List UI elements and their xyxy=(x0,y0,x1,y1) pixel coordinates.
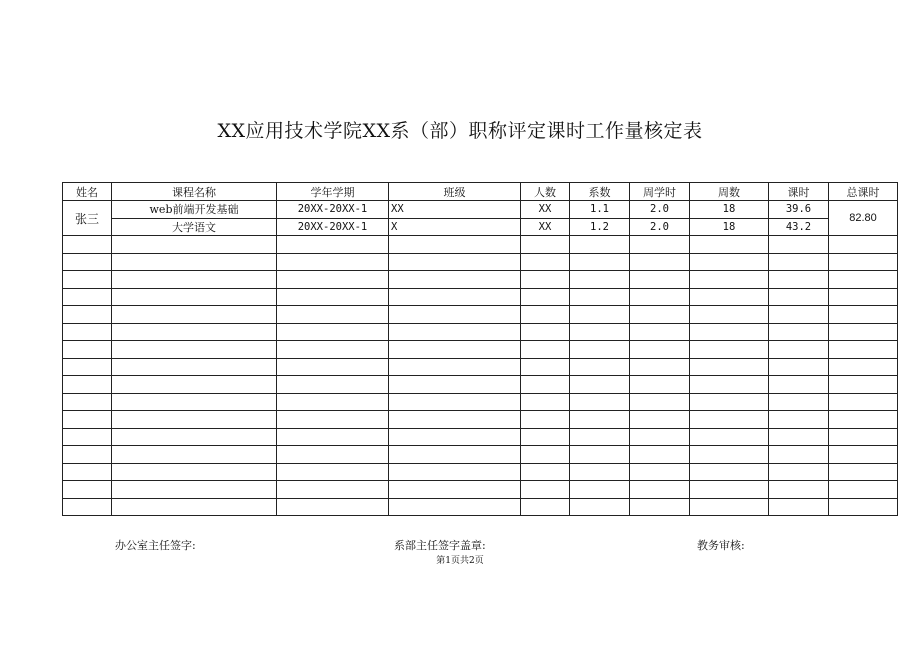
empty-cell xyxy=(570,271,630,289)
empty-row xyxy=(63,271,898,289)
empty-row xyxy=(63,288,898,306)
empty-row xyxy=(63,463,898,481)
dept-director-signature: 系部主任签字盖章: xyxy=(394,539,486,552)
empty-cell xyxy=(769,323,829,341)
empty-cell xyxy=(769,341,829,359)
empty-cell xyxy=(690,393,769,411)
total-hours-cell: 82.80 xyxy=(829,201,898,236)
empty-row xyxy=(63,306,898,324)
header-weeks: 周数 xyxy=(690,183,769,201)
empty-cell xyxy=(389,393,521,411)
empty-cell xyxy=(829,253,898,271)
empty-cell xyxy=(829,446,898,464)
header-coef: 系数 xyxy=(570,183,630,201)
empty-cell xyxy=(521,446,570,464)
empty-cell xyxy=(277,358,389,376)
table-row xyxy=(63,201,898,219)
empty-cell xyxy=(829,428,898,446)
empty-cell xyxy=(63,288,112,306)
empty-cell xyxy=(63,428,112,446)
empty-cell xyxy=(277,306,389,324)
empty-row xyxy=(63,376,898,394)
empty-cell xyxy=(570,323,630,341)
empty-cell xyxy=(63,376,112,394)
document-title: XX应用技术学院XX系（部）职称评定课时工作量核定表 xyxy=(217,120,703,142)
empty-row xyxy=(63,393,898,411)
header-total-hours: 总课时 xyxy=(829,183,898,201)
empty-cell xyxy=(277,498,389,516)
empty-cell xyxy=(630,236,690,254)
empty-cell xyxy=(112,411,277,429)
empty-cell xyxy=(690,481,769,499)
empty-cell xyxy=(389,236,521,254)
empty-cell xyxy=(112,358,277,376)
empty-cell xyxy=(521,498,570,516)
workload-table xyxy=(62,182,898,516)
empty-cell xyxy=(690,446,769,464)
empty-cell xyxy=(63,411,112,429)
empty-cell xyxy=(521,323,570,341)
empty-cell xyxy=(112,341,277,359)
empty-cell xyxy=(630,376,690,394)
empty-cell xyxy=(769,306,829,324)
empty-cell xyxy=(570,376,630,394)
empty-cell xyxy=(521,341,570,359)
hours-cell: 39.6 xyxy=(769,201,829,219)
empty-cell xyxy=(630,463,690,481)
empty-rows xyxy=(63,236,898,516)
empty-cell xyxy=(829,236,898,254)
weekly-hours-cell: 2.0 xyxy=(630,218,690,236)
empty-cell xyxy=(389,288,521,306)
empty-cell xyxy=(630,446,690,464)
empty-cell xyxy=(570,411,630,429)
empty-cell xyxy=(690,463,769,481)
hours-cell: 43.2 xyxy=(769,218,829,236)
empty-cell xyxy=(389,481,521,499)
empty-cell xyxy=(389,271,521,289)
empty-cell xyxy=(690,358,769,376)
empty-cell xyxy=(829,341,898,359)
empty-cell xyxy=(690,236,769,254)
header-name: 姓名 xyxy=(63,183,112,201)
empty-cell xyxy=(829,463,898,481)
empty-cell xyxy=(570,341,630,359)
empty-cell xyxy=(829,323,898,341)
empty-cell xyxy=(277,271,389,289)
empty-cell xyxy=(829,376,898,394)
empty-cell xyxy=(63,271,112,289)
students-cell: XX xyxy=(521,201,570,219)
class-cell: XX xyxy=(389,201,521,219)
empty-cell xyxy=(769,428,829,446)
empty-row xyxy=(63,358,898,376)
empty-cell xyxy=(389,411,521,429)
empty-cell xyxy=(630,411,690,429)
empty-row xyxy=(63,411,898,429)
header-hours: 课时 xyxy=(769,183,829,201)
empty-row xyxy=(63,341,898,359)
empty-cell xyxy=(112,323,277,341)
empty-row xyxy=(63,236,898,254)
empty-cell xyxy=(521,358,570,376)
empty-cell xyxy=(389,498,521,516)
coef-cell: 1.1 xyxy=(570,201,630,219)
empty-cell xyxy=(63,393,112,411)
empty-cell xyxy=(112,498,277,516)
empty-cell xyxy=(63,446,112,464)
empty-cell xyxy=(769,411,829,429)
empty-row xyxy=(63,446,898,464)
empty-cell xyxy=(570,428,630,446)
empty-cell xyxy=(389,358,521,376)
empty-cell xyxy=(521,306,570,324)
empty-cell xyxy=(521,253,570,271)
students-cell: XX xyxy=(521,218,570,236)
empty-cell xyxy=(389,323,521,341)
empty-cell xyxy=(570,358,630,376)
empty-cell xyxy=(570,498,630,516)
empty-cell xyxy=(570,306,630,324)
empty-cell xyxy=(690,376,769,394)
empty-cell xyxy=(570,463,630,481)
empty-cell xyxy=(769,236,829,254)
empty-row xyxy=(63,428,898,446)
empty-cell xyxy=(112,428,277,446)
empty-cell xyxy=(63,236,112,254)
page-number: 第1页共2页 xyxy=(436,556,484,566)
empty-cell xyxy=(829,271,898,289)
empty-cell xyxy=(690,306,769,324)
empty-cell xyxy=(277,428,389,446)
teacher-name: 张三 xyxy=(63,201,112,236)
empty-cell xyxy=(630,253,690,271)
term-cell: 20XX-20XX-1 xyxy=(277,218,389,236)
weeks-cell: 18 xyxy=(690,218,769,236)
empty-cell xyxy=(769,288,829,306)
empty-cell xyxy=(769,271,829,289)
course-cell: 大学语文 xyxy=(112,218,277,236)
coef-cell: 1.2 xyxy=(570,218,630,236)
empty-cell xyxy=(829,393,898,411)
header-weekly-hours: 周学时 xyxy=(630,183,690,201)
empty-cell xyxy=(63,463,112,481)
empty-cell xyxy=(769,498,829,516)
office-director-signature: 办公室主任签字: xyxy=(115,539,196,552)
empty-cell xyxy=(630,341,690,359)
empty-cell xyxy=(570,446,630,464)
empty-cell xyxy=(769,376,829,394)
empty-cell xyxy=(63,481,112,499)
empty-cell xyxy=(277,236,389,254)
empty-row xyxy=(63,253,898,271)
empty-cell xyxy=(389,341,521,359)
empty-cell xyxy=(521,481,570,499)
empty-cell xyxy=(769,393,829,411)
empty-cell xyxy=(690,288,769,306)
empty-cell xyxy=(690,253,769,271)
term-cell: 20XX-20XX-1 xyxy=(277,201,389,219)
empty-cell xyxy=(277,463,389,481)
empty-cell xyxy=(630,393,690,411)
empty-cell xyxy=(277,288,389,306)
empty-cell xyxy=(63,306,112,324)
empty-cell xyxy=(630,323,690,341)
empty-cell xyxy=(630,271,690,289)
empty-row xyxy=(63,481,898,499)
empty-cell xyxy=(521,236,570,254)
empty-cell xyxy=(112,446,277,464)
header-class: 班级 xyxy=(389,183,521,201)
empty-cell xyxy=(389,376,521,394)
empty-cell xyxy=(829,306,898,324)
empty-cell xyxy=(63,253,112,271)
empty-cell xyxy=(521,393,570,411)
empty-cell xyxy=(521,411,570,429)
empty-cell xyxy=(630,358,690,376)
weekly-hours-cell: 2.0 xyxy=(630,201,690,219)
empty-cell xyxy=(112,236,277,254)
empty-cell xyxy=(829,498,898,516)
empty-cell xyxy=(570,253,630,271)
empty-cell xyxy=(63,498,112,516)
empty-cell xyxy=(690,341,769,359)
empty-cell xyxy=(630,498,690,516)
header-row xyxy=(63,183,898,201)
empty-cell xyxy=(829,481,898,499)
empty-cell xyxy=(570,393,630,411)
empty-cell xyxy=(690,323,769,341)
header-course: 课程名称 xyxy=(112,183,277,201)
empty-cell xyxy=(769,446,829,464)
empty-cell xyxy=(829,358,898,376)
empty-cell xyxy=(570,236,630,254)
empty-cell xyxy=(112,481,277,499)
class-cell: X xyxy=(389,218,521,236)
empty-cell xyxy=(112,376,277,394)
empty-cell xyxy=(630,428,690,446)
empty-row xyxy=(63,323,898,341)
empty-cell xyxy=(829,288,898,306)
empty-cell xyxy=(521,428,570,446)
empty-cell xyxy=(277,341,389,359)
table-row xyxy=(63,218,898,236)
empty-cell xyxy=(690,428,769,446)
empty-cell xyxy=(63,358,112,376)
empty-cell xyxy=(690,411,769,429)
empty-cell xyxy=(630,288,690,306)
empty-cell xyxy=(277,446,389,464)
weeks-cell: 18 xyxy=(690,201,769,219)
empty-cell xyxy=(112,393,277,411)
empty-cell xyxy=(521,271,570,289)
empty-cell xyxy=(769,358,829,376)
empty-cell xyxy=(63,341,112,359)
empty-cell xyxy=(112,253,277,271)
empty-cell xyxy=(277,253,389,271)
empty-cell xyxy=(277,323,389,341)
empty-cell xyxy=(570,481,630,499)
empty-cell xyxy=(112,306,277,324)
empty-cell xyxy=(690,271,769,289)
empty-cell xyxy=(112,463,277,481)
empty-cell xyxy=(389,253,521,271)
empty-cell xyxy=(277,481,389,499)
academic-affairs-review: 教务审核: xyxy=(697,539,745,552)
empty-cell xyxy=(769,253,829,271)
header-term: 学年学期 xyxy=(277,183,389,201)
empty-cell xyxy=(277,393,389,411)
empty-cell xyxy=(112,271,277,289)
course-cell: web前端开发基础 xyxy=(112,201,277,219)
empty-cell xyxy=(63,323,112,341)
empty-cell xyxy=(277,411,389,429)
empty-cell xyxy=(521,376,570,394)
empty-cell xyxy=(112,288,277,306)
empty-cell xyxy=(277,376,389,394)
empty-cell xyxy=(521,463,570,481)
empty-cell xyxy=(570,288,630,306)
empty-row xyxy=(63,498,898,516)
empty-cell xyxy=(690,498,769,516)
empty-cell xyxy=(769,481,829,499)
empty-cell xyxy=(630,481,690,499)
empty-cell xyxy=(769,463,829,481)
empty-cell xyxy=(389,306,521,324)
empty-cell xyxy=(829,411,898,429)
header-students: 人数 xyxy=(521,183,570,201)
empty-cell xyxy=(389,463,521,481)
empty-cell xyxy=(521,288,570,306)
empty-cell xyxy=(389,446,521,464)
empty-cell xyxy=(389,428,521,446)
empty-cell xyxy=(630,306,690,324)
